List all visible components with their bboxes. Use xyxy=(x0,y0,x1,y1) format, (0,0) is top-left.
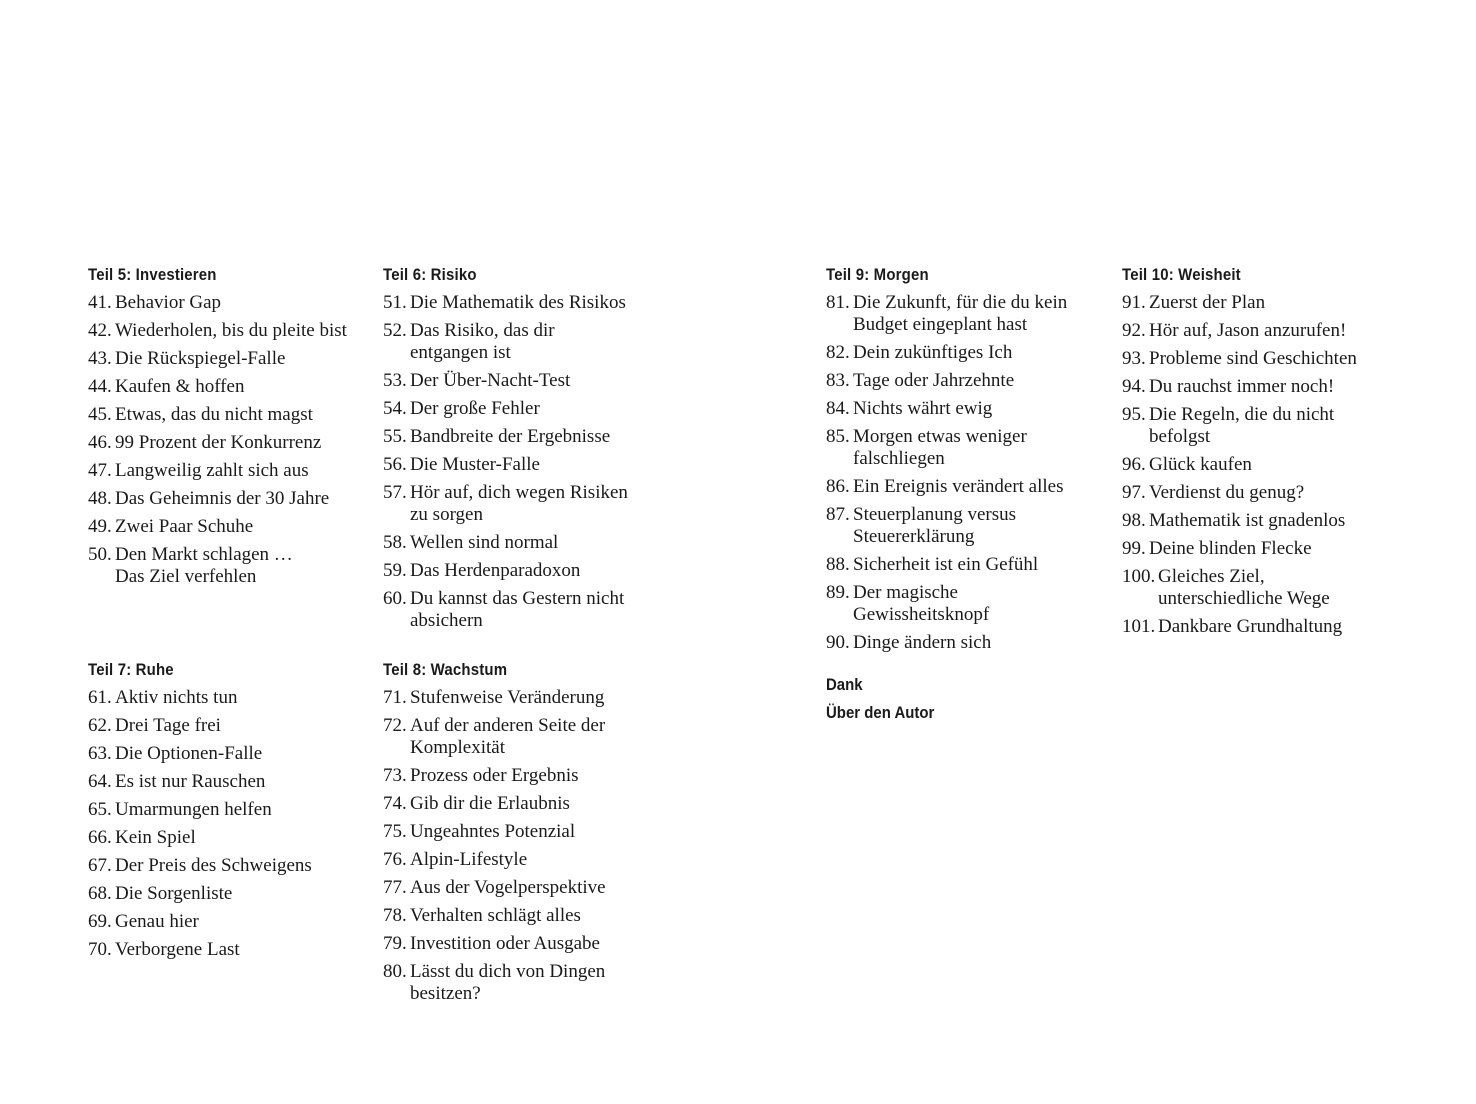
toc-entry[interactable] xyxy=(1122,376,1382,398)
toc-entry[interactable] xyxy=(383,687,638,709)
entry-number: 72. xyxy=(383,715,407,736)
entry-number: 61. xyxy=(88,687,112,708)
toc-entry[interactable] xyxy=(88,771,358,793)
entry-number: 57. xyxy=(383,482,407,503)
toc-entry[interactable] xyxy=(1122,292,1382,314)
entry-number: 43. xyxy=(88,348,112,369)
entry-number: 55. xyxy=(383,426,407,447)
toc-entry[interactable] xyxy=(383,793,638,815)
entry-title: Der Preis des Schweigens xyxy=(115,855,312,876)
toc-entry[interactable] xyxy=(88,488,358,510)
entry-title: Deine blinden Flecke xyxy=(1149,538,1312,559)
entry-number: 52. xyxy=(383,320,407,341)
toc-entry[interactable] xyxy=(826,632,1086,654)
toc-entry[interactable] xyxy=(383,292,638,314)
entry-number: 97. xyxy=(1122,482,1146,503)
toc-section-teil-9 xyxy=(826,264,1086,730)
toc-entry[interactable] xyxy=(383,482,633,526)
toc-section-teil-7 xyxy=(88,659,358,967)
entry-number: 54. xyxy=(383,398,407,419)
entry-number: 59. xyxy=(383,560,407,581)
toc-entry[interactable] xyxy=(826,426,1041,470)
entry-number: 56. xyxy=(383,454,407,475)
toc-list xyxy=(1122,292,1382,638)
entry-number: 91. xyxy=(1122,292,1146,313)
entry-number: 44. xyxy=(88,376,112,397)
entry-title: Verdienst du genug? xyxy=(1149,482,1305,503)
entry-title: Ein Ereignis verändert alles xyxy=(853,476,1064,497)
entry-title: Probleme sind Geschichten xyxy=(1149,348,1357,369)
section-title[interactable]: Teil 6: Risiko xyxy=(383,265,477,284)
entry-number: 68. xyxy=(88,883,112,904)
toc-section-teil-10 xyxy=(1122,264,1382,644)
entry-number: 100. xyxy=(1122,566,1156,587)
entry-number: 81. xyxy=(826,292,850,313)
entry-number: 70. xyxy=(88,939,112,960)
entry-title: Aus der Vogelperspektive xyxy=(410,877,606,898)
toc-entry[interactable] xyxy=(1122,616,1382,638)
entry-title: Den Markt schlagen … Das Ziel verfehlen xyxy=(115,544,293,587)
toc-list xyxy=(826,292,1086,654)
entry-number: 75. xyxy=(383,821,407,842)
toc-entry[interactable] xyxy=(1122,482,1382,504)
entry-number: 60. xyxy=(383,588,407,609)
entry-number: 63. xyxy=(88,743,112,764)
entry-number: 86. xyxy=(826,476,850,497)
entry-title: Umarmungen helfen xyxy=(115,799,272,820)
entry-title: Prozess oder Ergebnis xyxy=(410,765,579,786)
entry-title: Genau hier xyxy=(115,911,199,932)
toc-entry[interactable] xyxy=(826,504,1041,548)
entry-number: 84. xyxy=(826,398,850,419)
entry-title: Behavior Gap xyxy=(115,292,222,313)
toc-entry[interactable] xyxy=(383,320,583,364)
entry-number: 90. xyxy=(826,632,850,653)
entry-number: 93. xyxy=(1122,348,1146,369)
entry-number: 50. xyxy=(88,544,112,565)
entry-number: 87. xyxy=(826,504,850,525)
toc-entry[interactable] xyxy=(383,588,638,632)
entry-number: 83. xyxy=(826,370,850,391)
toc-entry[interactable] xyxy=(88,799,358,821)
toc-entry[interactable] xyxy=(88,348,358,370)
toc-entry[interactable] xyxy=(1122,454,1382,476)
entry-number: 42. xyxy=(88,320,112,341)
toc-entry[interactable] xyxy=(826,292,1081,336)
toc-entry[interactable] xyxy=(88,376,358,398)
toc-entry[interactable] xyxy=(88,883,358,905)
toc-section-teil-8 xyxy=(383,659,638,1011)
toc-entry[interactable] xyxy=(1122,404,1342,448)
entry-title: Der große Fehler xyxy=(410,398,540,419)
section-title[interactable]: Teil 10: Weisheit xyxy=(1122,265,1241,284)
entry-title: Ungeahntes Potenzial xyxy=(410,821,576,842)
toc-list xyxy=(88,292,358,588)
entry-title: Verhalten schlägt alles xyxy=(410,905,581,926)
entry-title: Investition oder Ausgabe xyxy=(410,933,600,954)
entry-title: Die Rückspiegel-Falle xyxy=(115,348,286,369)
toc-list xyxy=(383,292,638,632)
entry-title: Zwei Paar Schuhe xyxy=(115,516,254,537)
toc-entry[interactable] xyxy=(383,905,638,927)
entry-title: Aktiv nichts tun xyxy=(115,687,238,708)
toc-entry[interactable] xyxy=(88,911,358,933)
toc-list xyxy=(88,687,358,961)
toc-entry[interactable] xyxy=(383,398,638,420)
entry-number: 98. xyxy=(1122,510,1146,531)
entry-number: 49. xyxy=(88,516,112,537)
entry-title: Der magische Gewissheitsknopf xyxy=(853,582,990,625)
entry-title: Wellen sind normal xyxy=(410,532,559,553)
entry-number: 96. xyxy=(1122,454,1146,475)
toc-section-teil-6 xyxy=(383,264,638,638)
entry-number: 80. xyxy=(383,961,407,982)
entry-title: Mathematik ist gnadenlos xyxy=(1149,510,1346,531)
entry-title: Alpin-Lifestyle xyxy=(410,849,528,870)
entry-title: Glück kaufen xyxy=(1149,454,1252,475)
entry-title: Hör auf, Jason anzurufen! xyxy=(1149,320,1347,341)
toc-entry[interactable] xyxy=(88,855,358,877)
entry-title: Bandbreite der Ergebnisse xyxy=(410,426,611,447)
entry-number: 46. xyxy=(88,432,112,453)
toc-entry[interactable] xyxy=(88,404,358,426)
toc-entry[interactable] xyxy=(826,582,1026,626)
entry-title: Drei Tage frei xyxy=(115,715,221,736)
entry-title: Es ist nur Rauschen xyxy=(115,771,266,792)
entry-number: 99. xyxy=(1122,538,1146,559)
entry-number: 53. xyxy=(383,370,407,391)
entry-title: Die Sorgenliste xyxy=(115,883,233,904)
entry-number: 92. xyxy=(1122,320,1146,341)
toc-entry[interactable] xyxy=(88,432,358,454)
entry-number: 82. xyxy=(826,342,850,363)
toc-entry[interactable] xyxy=(383,560,638,582)
entry-title: Zuerst der Plan xyxy=(1149,292,1266,313)
entry-title: Dankbare Grundhaltung xyxy=(1158,616,1343,637)
entry-title: Stufenweise Veränderung xyxy=(410,687,605,708)
toc-entry[interactable] xyxy=(1122,566,1352,610)
toc-entry[interactable] xyxy=(826,554,1086,576)
entry-title: Kein Spiel xyxy=(115,827,196,848)
toc-entry[interactable] xyxy=(383,426,638,448)
entry-title: Die Mathematik des Risikos xyxy=(410,292,626,313)
section-title[interactable]: Teil 7: Ruhe xyxy=(88,660,174,679)
entry-number: 71. xyxy=(383,687,407,708)
entry-number: 41. xyxy=(88,292,112,313)
toc-entry[interactable] xyxy=(383,370,638,392)
entry-number: 45. xyxy=(88,404,112,425)
toc-entry[interactable] xyxy=(383,877,638,899)
entry-number: 77. xyxy=(383,877,407,898)
entry-title: Das Risiko, das dir entgangen ist xyxy=(410,320,555,363)
entry-title: Hör auf, dich wegen Risiken zu sorgen xyxy=(410,482,628,525)
entry-title: Dinge ändern sich xyxy=(853,632,992,653)
entry-title: Sicherheit ist ein Gefühl xyxy=(853,554,1039,575)
entry-number: 65. xyxy=(88,799,112,820)
entry-number: 69. xyxy=(88,911,112,932)
entry-title: Etwas, das du nicht magst xyxy=(115,404,313,425)
entry-number: 95. xyxy=(1122,404,1146,425)
toc-entry[interactable] xyxy=(826,342,1086,364)
toc-entry[interactable] xyxy=(88,544,320,588)
entry-title: Das Herdenparadoxon xyxy=(410,560,581,581)
entry-title: Nichts währt ewig xyxy=(853,398,993,419)
toc-section-teil-5 xyxy=(88,264,358,594)
toc-entry[interactable] xyxy=(1122,538,1382,560)
entry-title: Gib dir die Erlaubnis xyxy=(410,793,570,814)
toc-entry[interactable] xyxy=(88,827,358,849)
entry-title: Dein zukünftiges Ich xyxy=(853,342,1013,363)
entry-title: Morgen etwas weniger falschliegen xyxy=(853,426,1027,469)
toc-entry[interactable] xyxy=(88,320,358,342)
entry-number: 74. xyxy=(383,793,407,814)
entry-number: 101. xyxy=(1122,616,1156,637)
toc-entry[interactable] xyxy=(88,687,358,709)
section-title[interactable]: Teil 9: Morgen xyxy=(826,265,929,284)
entry-title: Auf der anderen Seite der Komplexität xyxy=(410,715,606,758)
entry-number: 88. xyxy=(826,554,850,575)
entry-title: Lässt du dich von Dingen besitzen? xyxy=(410,961,606,1004)
toc-entry[interactable] xyxy=(88,715,358,737)
toc-entry[interactable] xyxy=(1122,348,1382,370)
entry-number: 64. xyxy=(88,771,112,792)
entry-number: 58. xyxy=(383,532,407,553)
toc-entry[interactable] xyxy=(383,961,623,1005)
entry-title: Gleiches Ziel, unterschiedliche Wege xyxy=(1158,566,1330,609)
entry-title: Die Muster-Falle xyxy=(410,454,540,475)
section-title[interactable]: Teil 5: Investieren xyxy=(88,265,217,284)
toc-entry[interactable] xyxy=(88,939,358,961)
entry-title: Der Über-Nacht-Test xyxy=(410,370,571,391)
appendix-dank[interactable]: Dank xyxy=(826,675,863,694)
entry-title: Die Zukunft, für die du kein Budget eingeplant hast xyxy=(853,292,1068,335)
entry-title: Die Regeln, die du nicht befolgst xyxy=(1149,404,1335,447)
appendix xyxy=(826,674,1086,724)
entry-number: 89. xyxy=(826,582,850,603)
entry-number: 78. xyxy=(383,905,407,926)
toc-entry[interactable] xyxy=(383,849,638,871)
entry-title: Die Optionen-Falle xyxy=(115,743,263,764)
toc-entry[interactable] xyxy=(1122,510,1382,532)
entry-number: 48. xyxy=(88,488,112,509)
entry-number: 94. xyxy=(1122,376,1146,397)
toc-entry[interactable] xyxy=(88,292,358,314)
toc-entry[interactable] xyxy=(826,370,1086,392)
entry-title: 99 Prozent der Konkurrenz xyxy=(115,432,322,453)
toc-entry[interactable] xyxy=(88,460,358,482)
appendix-ueber-den-autor[interactable]: Über den Autor xyxy=(826,703,935,722)
entry-number: 51. xyxy=(383,292,407,313)
toc-entry[interactable] xyxy=(88,743,358,765)
entry-title: Wiederholen, bis du pleite bist xyxy=(115,320,347,341)
toc-entry[interactable] xyxy=(383,715,623,759)
toc-entry[interactable] xyxy=(88,516,358,538)
entry-number: 85. xyxy=(826,426,850,447)
entry-number: 66. xyxy=(88,827,112,848)
entry-title: Langweilig zahlt sich aus xyxy=(115,460,309,481)
section-title[interactable]: Teil 8: Wachstum xyxy=(383,660,508,679)
entry-number: 67. xyxy=(88,855,112,876)
toc-entry[interactable] xyxy=(383,821,638,843)
entry-number: 76. xyxy=(383,849,407,870)
toc-entry[interactable] xyxy=(826,476,1086,498)
toc-entry[interactable] xyxy=(383,454,638,476)
toc-entry[interactable] xyxy=(826,398,1086,420)
entry-title: Kaufen & hoffen xyxy=(115,376,245,397)
toc-entry[interactable] xyxy=(383,933,638,955)
entry-title: Das Geheimnis der 30 Jahre xyxy=(115,488,330,509)
entry-title: Verborgene Last xyxy=(115,939,240,960)
toc-entry[interactable] xyxy=(383,765,638,787)
toc-entry[interactable] xyxy=(1122,320,1382,342)
entry-number: 79. xyxy=(383,933,407,954)
entry-title: Du rauchst immer noch! xyxy=(1149,376,1335,397)
entry-title: Du kannst das Gestern nicht absichern xyxy=(410,588,625,631)
entry-title: Steuerplanung versus Steuererklärung xyxy=(853,504,1017,547)
entry-number: 73. xyxy=(383,765,407,786)
entry-number: 62. xyxy=(88,715,112,736)
toc-list xyxy=(383,687,638,1005)
toc-entry[interactable] xyxy=(383,532,638,554)
entry-title: Tage oder Jahrzehnte xyxy=(853,370,1015,391)
entry-number: 47. xyxy=(88,460,112,481)
